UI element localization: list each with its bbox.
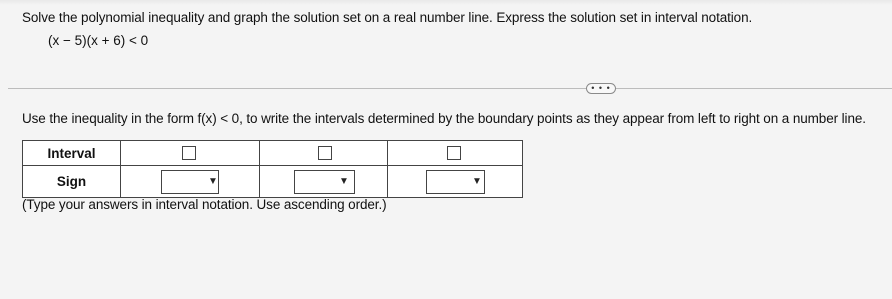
more-options-button[interactable]: • • • [586, 83, 616, 94]
sign-row-label: Sign [23, 166, 121, 198]
chevron-down-icon: ▼ [339, 176, 349, 187]
interval-row-label: Interval [23, 141, 121, 166]
sign-row [23, 166, 523, 198]
interval-row [23, 141, 523, 166]
sign-select-2[interactable] [294, 170, 355, 194]
interval-input-3[interactable] [447, 146, 461, 160]
top-strip [0, 0, 892, 5]
sign-select-1[interactable] [161, 170, 219, 194]
sign-cell-3 [388, 166, 523, 198]
chevron-down-icon: ▼ [208, 176, 218, 187]
sign-cell-1 [121, 166, 260, 198]
interval-cell-2 [260, 141, 388, 166]
chevron-down-icon: ▼ [472, 176, 482, 187]
interval-input-1[interactable] [182, 146, 196, 160]
interval-cell-1 [121, 141, 260, 166]
interval-sign-table [22, 140, 523, 198]
sign-select-3[interactable] [426, 170, 485, 194]
interval-input-2[interactable] [318, 146, 332, 160]
question-prompt: Solve the polynomial inequality and graph the solution set on a real number line. Express the solution set in interval notation. [22, 10, 753, 25]
inequality-expression: (x − 5)(x + 6) < 0 [48, 33, 149, 48]
answer-format-note: (Type your answers in interval notation. Use ascending order.) [22, 197, 387, 212]
section-divider [8, 88, 892, 89]
instruction-text: Use the inequality in the form f(x) < 0, to write the intervals determined by the boundary points as they appear from left to right on a number line. [22, 111, 866, 126]
sign-cell-2 [260, 166, 388, 198]
interval-cell-3 [388, 141, 523, 166]
